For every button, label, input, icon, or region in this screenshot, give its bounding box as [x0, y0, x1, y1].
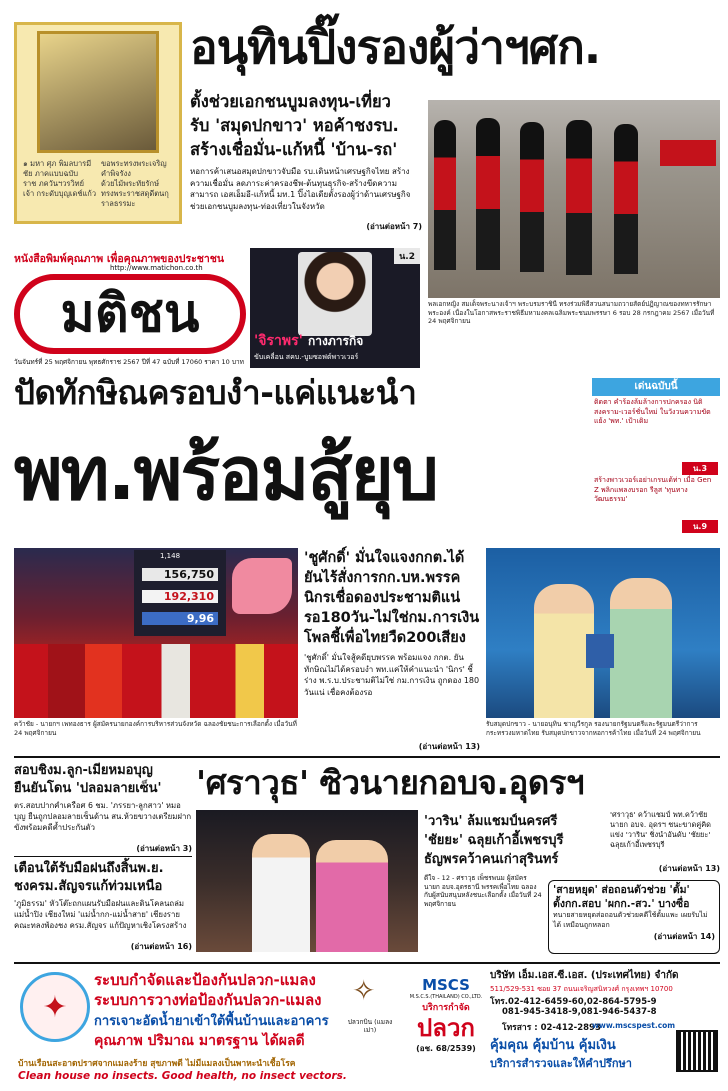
divider [14, 756, 720, 758]
qr-code[interactable] [676, 1030, 718, 1072]
ad-fax: โทรสาร : 02-412-2893 [502, 1023, 601, 1033]
left-story2-more[interactable]: (อ่านต่อหน้า 16) [130, 942, 192, 951]
left-divider [14, 856, 192, 857]
ad-company: บริษัท เอ็ม.เอส.ซี.เอส. (ประเทศไทย) จำกัด [490, 970, 679, 981]
promo-box[interactable] [250, 248, 420, 368]
ad-brand-box [402, 976, 490, 1084]
ad-line1: ระบบกำจัดและป้องกันปลวก-แมลง [94, 971, 316, 989]
ad-line2: ระบบการวางท่อป้องกันปลวก-แมลง [94, 991, 322, 1009]
promo-name: 'จิราพร' [254, 333, 303, 349]
masthead-slogan: หนังสือพิมพ์คุณภาพ เพื่อคุณภาพของประชาชน [14, 253, 225, 265]
royal-portrait-box [14, 22, 182, 224]
promo-role: กางภารกิจ [308, 334, 364, 348]
award-photo [486, 548, 720, 718]
story2-body: 'ชูศักดิ์' มั่นใจสู้คดียุบพรรค พร้อมแจง กกต. ยันทักษิณไม่ได้ครอบงำ พท.แค่ให้คำแนะนำ 'นิกร' ชี้ร่าง พ.ร.บ.ประชามติไม่ใช่ กม.การเงิน ถูกดอง 180 วันแน่ เชื่อคงต้องรอ [304, 653, 480, 697]
story2-headline[interactable]: 'ชูศักดิ์' มั่นใจแจงกกต.ได้ ยันไร้สั่งการกก.บห.พรรค นิกรเชื่อดองประชามติแน่ รอ180วัน-ไม่ใช่กม.การเงิน โพลชี้เพื่อไทยวืด200เสียง [304, 550, 480, 646]
ad-service: บริการกำจัด [422, 1003, 470, 1013]
ad-web[interactable]: www.mscspest.com [592, 1021, 676, 1030]
guards-photo [428, 100, 720, 298]
ad-logo-badge [20, 972, 90, 1042]
ad-brand-sub: M.S.C.S.(THAILAND) CO.,LTD. [409, 994, 483, 1000]
main-headline[interactable]: พท.พร้อมสู้ยุบ [14, 431, 437, 517]
highlights-title: เด่นฉบับนี้ [592, 378, 720, 396]
bug-label: ปลวกบิน (แมลงเม่า) [347, 1018, 393, 1034]
rally-caption: คว้าชัย - นายกฯ เพทองธาร ผู้สมัครนายกองค์การบริหารส่วนจังหวัด ฉลองชัยชนะการเลือกตั้ง เมื่อวันที่ 24 พฤศจิกายน [14, 720, 297, 737]
ad-license: (อช. 68/2539) [416, 1044, 476, 1053]
guards-caption: พลเอกหญิง สมเด็จพระนางเจ้าฯ พระบรมราชินี ทรงร่วมพิธีสวนสนามถวายสัตย์ปฏิญาณของทหารรักษาพระองค์ เนื่องในโอกาสพระราชพิธีมหามงคลเฉลิมพระชนมพรรษา 6 รอบ 28 กรกฎาคม 2567 เมื่อวันที่ 24 พฤศจิกายน [428, 300, 715, 325]
ad-line5: บ้านเรือนสะอาดปราศจากแมลงร้าย สุขภาพดี ไม่มีแมลงเป็นพาหะนำเชื้อโรค [18, 1059, 296, 1069]
highlights-box [592, 378, 720, 534]
pao-photo [196, 810, 418, 952]
cook-body: ทนายสายหยุดส่อถอนตัวช่วยคดีใช้ตั้มแพะ เผยรับไม่ได้ เหมือนถูกหลอก [553, 911, 708, 929]
masthead-logo[interactable]: มติชน [14, 274, 246, 354]
result-number-4: 9,96 [142, 612, 218, 625]
ad-brand: MSCS [422, 976, 470, 994]
left-story1-body: ตร.สอบปากคำเครือศ 6 ชม. 'ภรรยา-ลูกสาว' หมอบุญ ยืนถูกปลอมลายเซ็นด้าน สน.ห้วยขวางเตรียมฝากขังพร้อมคดีค้ำประกันตัว [14, 801, 192, 832]
result-number-2: 156,750 [142, 568, 218, 581]
promo-photo [298, 252, 372, 336]
result-number-1: 1,148 [160, 552, 181, 560]
promo-sub: ขับเคลื่อน สคบ.-บูมซอฟต์พาวเวอร์ [254, 353, 359, 361]
pao-caption: ดีใจ - 12 - ศราวุธ เพ็ชรพนม ผู้สมัครนายก อบจ.อุดรธานี พรรคเพื่อไทย ฉลองกับผู้สนับสนุนหลังชนะเลือกตั้ง เมื่อวันที่ 24 พฤศจิกายน [424, 874, 542, 908]
highlight-page-1[interactable]: น.3 [682, 462, 718, 475]
story2-more[interactable]: (อ่านต่อหน้า 13) [418, 742, 480, 751]
ad-phones2[interactable]: 081-945-3418-9,081-946-5437-8 [502, 1007, 657, 1017]
cook-more[interactable]: (อ่านต่อหน้า 14) [653, 932, 715, 941]
royal-portrait [37, 31, 159, 153]
royal-caption: ๑ มหา ศุภ พิมลบารมี ขอพระทรงพระเจริญ ชัย ภาคแบบฉบับ คำพิจรังง ราช ภควันฯวรวิทย์ ด้วยไม้พระทัยรักษ์ เจ้า กระดับบุญเดช์แก้ว ทรงพระราชสดุดีตนกุราลธรรมะ [23, 159, 169, 208]
ad-slogan2: บริการสำรวจและให้คำปรึกษา [490, 1057, 632, 1070]
masthead-dateline: วันจันทร์ที่ 25 พฤศจิกายน พุทธศักราช 2567 ปีที่ 47 ฉบับที่ 17060 ราคา 10 บาท [14, 358, 244, 366]
top-subheads[interactable]: ตั้งช่วยเอกชนบูมลงทุน-เที่ยว รับ 'สมุดปกขาว' หอค้าชงรบ. สร้างเชื่อมั่น-แก้หนี้ 'บ้าน-รถ' [190, 92, 399, 159]
rally-photo [14, 548, 298, 718]
top-body: หอการค้าเสนอสมุดปกขาวจับมือ รบ.เดินหน้าเศรษฐกิจไทย สร้างความเชื่อมั่น ลดภาระค่าครองชีพ-ต้นทุนธุรกิจ-สร้างขีดความสามารถ เอสเอ็มอี-แก้หนี้ มท.1 ปิ๊งไอเดียตั้งรองผู้ว่าด้านเศรษฐกิจช่วยเอกชนบูมลงทุน-ท่องเที่ยวในจังหวัด [190, 167, 411, 211]
cook-headline-1: 'สายหยุด' ส่อถอนตัวช่วย 'ตั้ม' [553, 884, 690, 896]
top-headline[interactable]: อนุทินปิ๊งรองผู้ว่าฯศก. [190, 20, 601, 74]
top-more[interactable]: (อ่านต่อหน้า 7) [366, 222, 422, 231]
pao-headline[interactable]: 'ศราวุธ' ซิวนายกอบจ.อุดรฯ [196, 763, 585, 802]
ad-banner[interactable] [14, 962, 720, 1086]
ad-line4: คุณภาพ ปริมาณ มาตรฐาน ได้ผลดี [94, 1033, 305, 1049]
termite-icon: ✦ [42, 989, 68, 1025]
left-story1-more[interactable]: (อ่านต่อหน้า 3) [136, 844, 192, 853]
pao-right-more[interactable]: (อ่านต่อหน้า 13) [658, 864, 720, 873]
ad-line3: การเจาะอัดน้ำยาเข้าใต้พื้นบ้านและอาคาร [94, 1014, 329, 1029]
pao-subheads[interactable]: 'วาริน' ล้มแชมป์นครศรี 'ชัยยะ' ฉลุยเก้าอี้เพชรบุรี ธัญพรคว้าคนเก่าสุรินทร์ [424, 814, 564, 867]
highlight-item-2[interactable]: สร้างพาวเวอร์เอย่าเกรนเด้ท่า เมื่อ Gen Z พลิกแพลงบรอก รีลูส 'ทุนทางวัฒนธรรม' [594, 476, 712, 503]
pao-right-body: 'ศราวุธ' คว้าแชมป์ พท.คว้าชัยนายก อบจ. อุดรฯ ชนะขาดคู่คิดแข่ง 'วาริน' ชิ่งนำอันดับ 'ชัยยะ' ฉลุยเก้าอี้เพชรบุรี [610, 810, 711, 849]
ad-phones1[interactable]: โทร.02-412-6459-60,02-864-5795-9 [490, 997, 657, 1007]
left-story1-headline[interactable]: สอบชิงม.ลูก-เมียหมอบุญ ยืนยันโดน 'ปลอมลายเซ็น' [14, 763, 162, 796]
left-story2-body: 'ภูมิธรรม' หัวโต๊ะถกแผนรับมือฝนและดินโคลนถล่ม แม่น้ำปิง เชียงใหม่ 'แม่น้ำกก-แม่น้ำสาย' เชียงราย คณะทลงพ้องชง ครม.สัญจร แก้ปัญหาเชิงโครงสร้าง [14, 899, 187, 930]
award-caption: รับสมุดปกขาว - นายอนุทิน ชาญวีรกูล รองนายกรัฐมนตรีและรัฐมนตรีว่าการกระทรวงมหาดไทย รับสมุดปกขาวจากหอการค้าไทย เมื่อวันที่ 24 พฤศจิกายน [486, 720, 701, 737]
ad-address: 511/529-531 ซอย 37 ถนนเจริญสนิทวงศ์ กรุงเทพฯ 10700 [490, 985, 673, 993]
ad-slogan1: คุ้มคุณ คุ้มบ้าน คุ้มเงิน [490, 1038, 616, 1053]
ad-pest: ปลวก [417, 1014, 475, 1042]
highlight-page-2[interactable]: น.9 [682, 520, 718, 533]
bug-icon: ✧ [352, 974, 376, 1007]
result-number-3: 192,310 [142, 590, 218, 603]
cook-headline-2: ตั้งกก.สอบ 'ผกก.-สว.' บางซื่อ [553, 898, 690, 910]
highlight-item-1[interactable]: ติดตา คำร้องล้มล้างการปกครอง นิติสงคราม-เวอร์ชั่นใหม่ ในวังวนความขัดแย้ง 'พท.' เป้าเดิม [594, 398, 711, 425]
main-kicker[interactable]: ปัดทักษิณครอบงำ-แค่แนะนำ [14, 373, 417, 412]
results-screen [134, 550, 226, 636]
left-story2-headline[interactable]: เตือนใต้รับมือฝนถึงสิ้นพ.ย. ชงครม.สัญจรแก้ท่วมเหนือ [14, 861, 164, 894]
ad-tagline: Clean house no insects. Good health, no insect vectors. [18, 1070, 347, 1082]
masthead-url[interactable]: http://www.matichon.co.th [110, 264, 203, 272]
cook-box[interactable] [548, 880, 720, 954]
promo-page-tag: น.2 [394, 248, 420, 264]
